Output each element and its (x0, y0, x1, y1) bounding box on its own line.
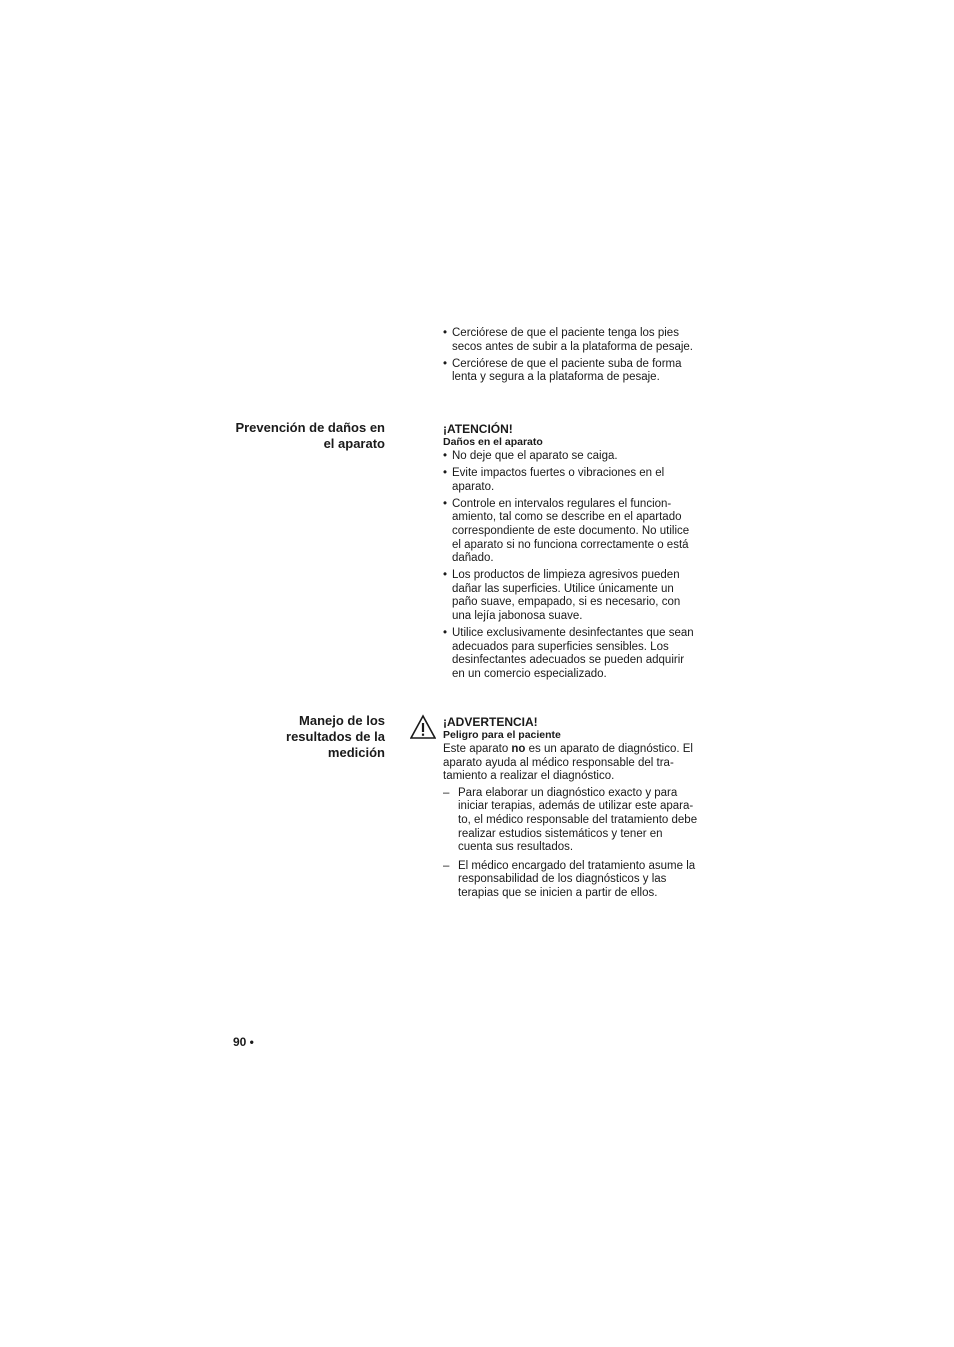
damage-bullet-list (443, 450, 698, 682)
warning-title: ¡ADVERTENCIA! (443, 715, 538, 729)
list-item: • Utilice exclusivamente desinfectantes que sean adecuados para superficies sensibles. Los desinfectantes adecuados se pueden adquirir en un comercio especializado. (443, 627, 698, 681)
results-dash-list (443, 787, 698, 901)
list-item: • Cerciórese de que el paciente tenga los pies secos antes de subir a la plataforma de pesaje. (443, 327, 698, 354)
intro-section (443, 327, 698, 388)
intro-bullet-list (443, 327, 698, 385)
heading-line: Manejo de los (299, 713, 385, 728)
list-item: • Controle en intervalos regulares el funcion-amiento, tal como se describe en el apartado correspondiente de este documento. No utilice el aparato si no funciona correctamente o está dañado. (443, 498, 698, 566)
diagnosis-paragraph (443, 743, 698, 784)
damage-prevention-section (443, 422, 698, 685)
section-heading-results-handling (185, 713, 385, 761)
results-handling-section (443, 715, 698, 906)
list-item: • No deje que el aparato se caiga. (443, 450, 698, 464)
list-item: – Para elaborar un diagnóstico exacto y para iniciar terapias, además de utilizar este apara-to, el médico responsable del tratamiento debe realizar estudios sistemáticos y tener en cuenta sus resultados. (443, 787, 698, 855)
list-item: • Evite impactos fuertes o vibraciones en el aparato. (443, 467, 698, 494)
section-heading-damage-prevention (185, 420, 385, 452)
heading-line: medición (327, 745, 385, 760)
paragraph-text: Este aparato (443, 743, 512, 755)
list-item: – El médico encargado del tratamiento asume la responsabilidad de los diagnósticos y las terapias que se inicien a partir de ellos. (443, 860, 698, 901)
attention-subtitle: Daños en el aparato (443, 436, 543, 448)
warning-triangle-icon (410, 714, 436, 740)
emphasis-no: no (511, 743, 526, 755)
heading-line: resultados de la (286, 729, 385, 744)
list-item: • Los productos de limpieza agresivos pueden dañar las superficies. Utilice únicamente un paño suave, empapado, si es necesario, con una lejía jabonosa suave. (443, 569, 698, 623)
heading-line: Prevención de daños en (235, 420, 385, 435)
list-item: • Cerciórese de que el paciente suba de forma lenta y segura a la plataforma de pesaje. (443, 358, 698, 385)
paragraph-text: es un aparato de diagnóstico. El aparato ayuda al médico responsable del tra-tamiento a realizar el diagnóstico. (443, 743, 693, 783)
heading-line: el aparato (323, 436, 385, 451)
warning-subtitle: Peligro para el paciente (443, 729, 561, 741)
page-number: 90 • (233, 1035, 254, 1049)
attention-title: ¡ATENCIÓN! (443, 422, 513, 436)
